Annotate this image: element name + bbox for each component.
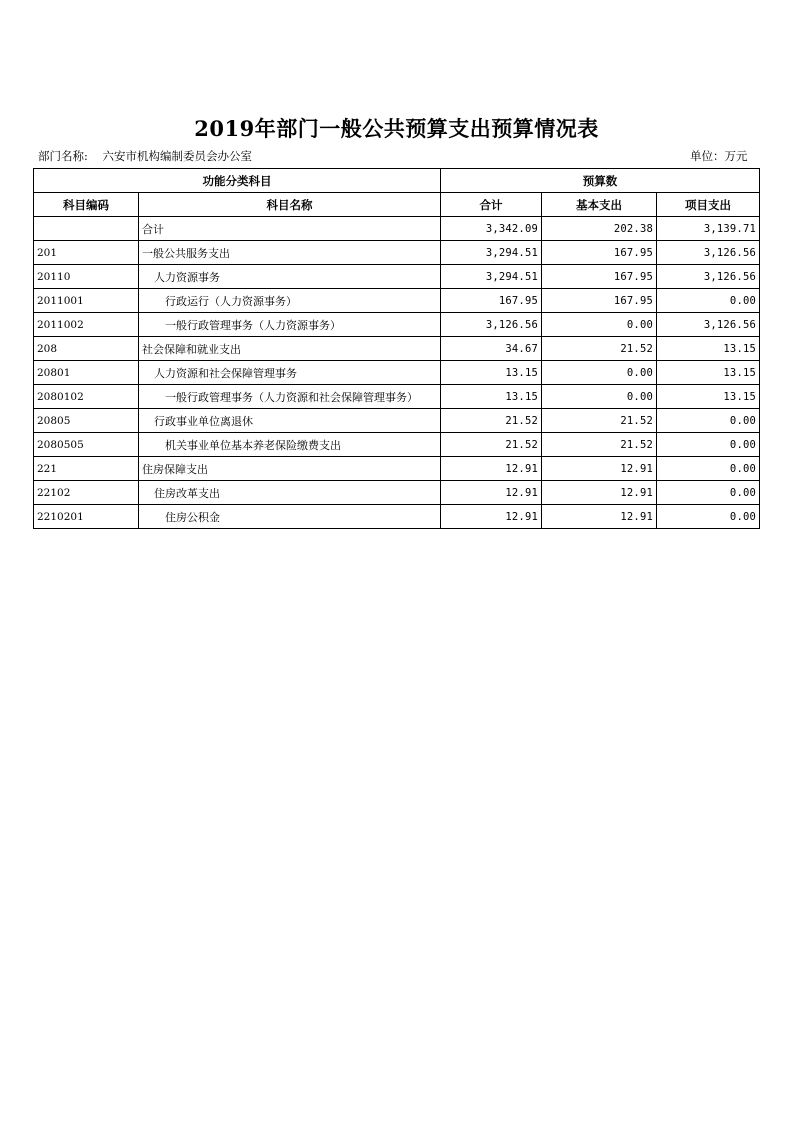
cell-total: 12.91 — [441, 457, 542, 481]
table-row — [34, 289, 760, 313]
table-row — [34, 385, 760, 409]
cell-code: 2011001 — [34, 289, 139, 313]
cell-name: 住房改革支出 — [139, 481, 441, 505]
cell-name: 一般行政管理事务（人力资源事务） — [139, 313, 441, 337]
department-name: 六安市机构编制委员会办公室 — [102, 149, 252, 163]
cell-code: 2011002 — [34, 313, 139, 337]
cell-basic: 21.52 — [542, 433, 657, 457]
table-row — [34, 433, 760, 457]
header-total: 合计 — [441, 193, 542, 217]
header-column-row — [34, 193, 760, 217]
cell-code: 2080505 — [34, 433, 139, 457]
cell-name: 一般行政管理事务（人力资源和社会保障管理事务） — [139, 385, 441, 409]
cell-name: 人力资源和社会保障管理事务 — [139, 361, 441, 385]
department-label: 部门名称: — [38, 149, 88, 163]
table-row — [34, 265, 760, 289]
cell-basic: 21.52 — [542, 337, 657, 361]
cell-project: 13.15 — [657, 385, 760, 409]
cell-total: 13.15 — [441, 361, 542, 385]
table-row — [34, 481, 760, 505]
header-functional-category: 功能分类科目 — [34, 169, 441, 193]
cell-code: 2210201 — [34, 505, 139, 529]
cell-name: 人力资源事务 — [139, 265, 441, 289]
cell-code: 20110 — [34, 265, 139, 289]
cell-name: 一般公共服务支出 — [139, 241, 441, 265]
cell-total: 21.52 — [441, 409, 542, 433]
cell-project: 3,139.71 — [657, 217, 760, 241]
cell-name: 社会保障和就业支出 — [139, 337, 441, 361]
cell-basic: 202.38 — [542, 217, 657, 241]
cell-name: 住房保障支出 — [139, 457, 441, 481]
cell-basic: 167.95 — [542, 241, 657, 265]
cell-total: 12.91 — [441, 505, 542, 529]
cell-code: 208 — [34, 337, 139, 361]
cell-project: 0.00 — [657, 505, 760, 529]
cell-total: 13.15 — [441, 385, 542, 409]
cell-code: 2080102 — [34, 385, 139, 409]
cell-code: 20801 — [34, 361, 139, 385]
cell-code: 201 — [34, 241, 139, 265]
cell-basic: 12.91 — [542, 505, 657, 529]
cell-project: 0.00 — [657, 481, 760, 505]
department-info — [38, 148, 252, 164]
page-title: 2019年部门一般公共预算支出预算情况表 — [194, 116, 599, 141]
table-row — [34, 409, 760, 433]
table-row — [34, 337, 760, 361]
cell-project: 0.00 — [657, 457, 760, 481]
header-name: 科目名称 — [139, 193, 441, 217]
cell-name: 机关事业单位基本养老保险缴费支出 — [139, 433, 441, 457]
cell-basic: 0.00 — [542, 361, 657, 385]
cell-code — [34, 217, 139, 241]
budget-table — [33, 168, 760, 529]
header-basic: 基本支出 — [542, 193, 657, 217]
cell-name: 行政事业单位离退休 — [139, 409, 441, 433]
table-row — [34, 457, 760, 481]
cell-name: 住房公积金 — [139, 505, 441, 529]
cell-basic: 0.00 — [542, 313, 657, 337]
cell-basic: 12.91 — [542, 481, 657, 505]
table-row — [34, 361, 760, 385]
header-code: 科目编码 — [34, 193, 139, 217]
cell-project: 3,126.56 — [657, 241, 760, 265]
cell-project: 3,126.56 — [657, 313, 760, 337]
cell-code: 20805 — [34, 409, 139, 433]
header-group-row — [34, 169, 760, 193]
table-row — [34, 241, 760, 265]
cell-total: 3,126.56 — [441, 313, 542, 337]
cell-basic: 167.95 — [542, 289, 657, 313]
cell-project: 3,126.56 — [657, 265, 760, 289]
cell-basic: 0.00 — [542, 385, 657, 409]
cell-code: 221 — [34, 457, 139, 481]
cell-project: 13.15 — [657, 361, 760, 385]
cell-project: 0.00 — [657, 433, 760, 457]
table-body — [34, 217, 760, 529]
unit-label: 单位：万元 — [690, 149, 748, 163]
cell-total: 3,342.09 — [441, 217, 542, 241]
cell-total: 21.52 — [441, 433, 542, 457]
header-budget-amount: 预算数 — [441, 169, 760, 193]
cell-project: 0.00 — [657, 409, 760, 433]
table-row — [34, 505, 760, 529]
cell-total: 12.91 — [441, 481, 542, 505]
cell-basic: 12.91 — [542, 457, 657, 481]
table-row — [34, 313, 760, 337]
table-row — [34, 217, 760, 241]
cell-name: 行政运行（人力资源事务） — [139, 289, 441, 313]
cell-name: 合计 — [139, 217, 441, 241]
cell-total: 167.95 — [441, 289, 542, 313]
cell-total: 3,294.51 — [441, 241, 542, 265]
cell-code: 22102 — [34, 481, 139, 505]
cell-basic: 167.95 — [542, 265, 657, 289]
cell-project: 0.00 — [657, 289, 760, 313]
cell-project: 13.15 — [657, 337, 760, 361]
cell-total: 34.67 — [441, 337, 542, 361]
cell-basic: 21.52 — [542, 409, 657, 433]
cell-total: 3,294.51 — [441, 265, 542, 289]
header-project: 项目支出 — [657, 193, 760, 217]
